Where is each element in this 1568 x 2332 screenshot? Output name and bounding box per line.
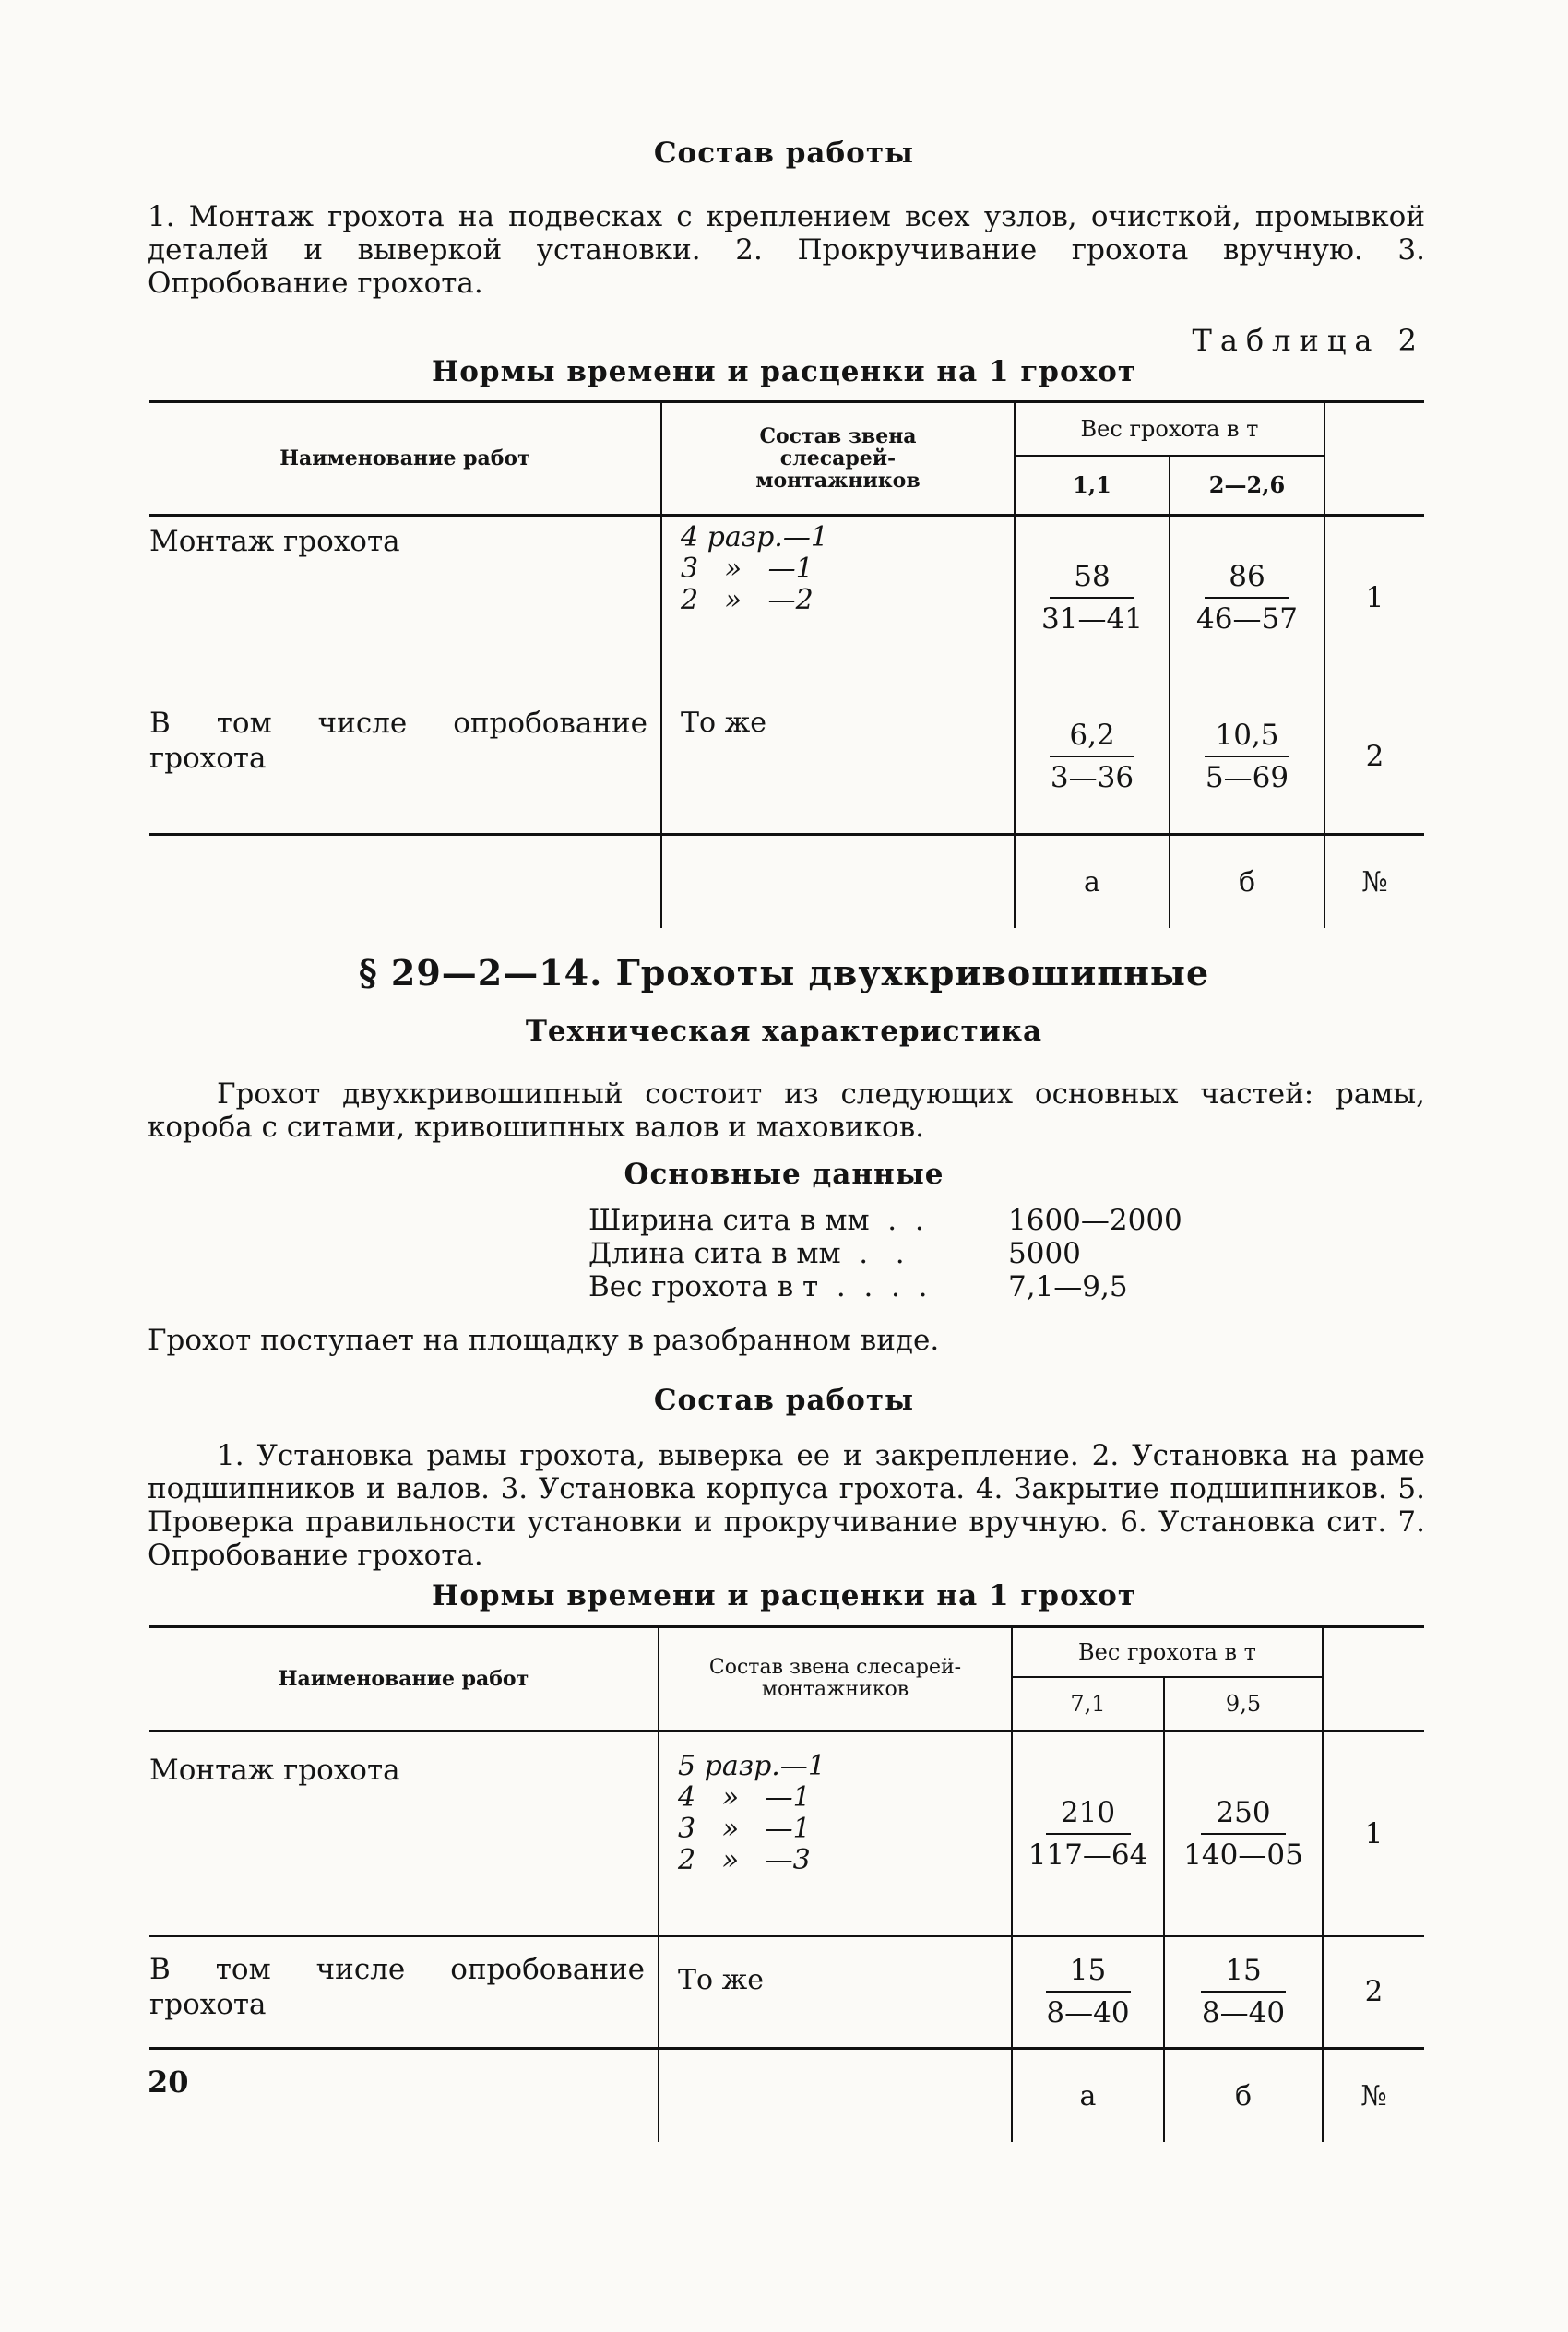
work-composition-text-1: 1. Монтаж грохота на подвесках с креплением всех узлов, очисткой, промывкой деталей и выверкой установки. 2. Прокручивание грохота вручную. 3. Опробование грохота. bbox=[148, 200, 1425, 300]
spec-row: Ширина сита в мм . . 1600—2000 bbox=[588, 1204, 1182, 1237]
weight-header-a: 7,1 bbox=[1012, 1677, 1164, 1731]
table-label: Таблица 2 bbox=[1192, 323, 1425, 358]
main-data-title: Основные данные bbox=[624, 1158, 944, 1191]
work-name: Монтаж грохота bbox=[149, 1754, 400, 1787]
weight-header-b: 2—2,6 bbox=[1170, 456, 1324, 516]
column-key-row bbox=[149, 2049, 1424, 2143]
norm-cell: 10,5 5—69 bbox=[1170, 680, 1324, 835]
section-title: § 29—2—14. Грохоты двухкривошипные bbox=[358, 952, 1210, 993]
table-row bbox=[149, 516, 1424, 680]
crew-composition: То же bbox=[659, 1936, 1012, 2049]
column-key: б bbox=[1164, 2049, 1323, 2143]
column-key: а bbox=[1015, 835, 1170, 929]
col-header-crew: Состав звена слесарей-монтажников bbox=[659, 1627, 1012, 1731]
table-title-1: Нормы времени и расценки на 1 грохот bbox=[431, 355, 1137, 388]
column-key: б bbox=[1170, 835, 1324, 929]
table-row bbox=[149, 1731, 1424, 1936]
specs-list bbox=[588, 1204, 1182, 1303]
weight-header-b: 9,5 bbox=[1164, 1677, 1323, 1731]
work-composition-title-2: Состав работы bbox=[653, 1384, 915, 1417]
column-key: а bbox=[1012, 2049, 1164, 2143]
col-header-crew: Состав звена слесарей-монтажников bbox=[661, 402, 1015, 516]
col-header-work: Наименование работ bbox=[149, 1627, 659, 1731]
column-key: № bbox=[1323, 2049, 1424, 2143]
page-number: 20 bbox=[148, 2064, 189, 2100]
crew-composition: 5 разр.—1 4 » —1 3 » —1 2 » —3 bbox=[659, 1731, 1012, 1936]
tech-characteristics-title: Техническая характеристика bbox=[525, 1015, 1043, 1048]
norms-table-1 bbox=[149, 400, 1424, 928]
delivery-text: Грохот поступает на площадку в разобранном виде. bbox=[148, 1324, 940, 1357]
work-composition-text-2: 1. Установка рамы грохота, выверка ее и закрепление. 2. Установка на раме подшипников и валов. 3. Установка корпуса грохота. 4. Закрытие подшипников. 5. Проверка правильности установки и прокручивание вручную. 6. Установка сит. 7. Опробование грохота. bbox=[148, 1439, 1425, 1572]
crew-composition: То же bbox=[661, 680, 1015, 835]
crew-composition: 4 разр.—1 3 » —1 2 » —2 bbox=[661, 516, 1015, 680]
row-number: 1 bbox=[1324, 516, 1424, 680]
weight-header-a: 1,1 bbox=[1015, 456, 1170, 516]
table-row bbox=[149, 1936, 1424, 2049]
col-header-weight: Вес грохота в т bbox=[1012, 1627, 1323, 1678]
col-header-number bbox=[1323, 1627, 1424, 1731]
spec-row: Вес грохота в т . . . . 7,1—9,5 bbox=[588, 1270, 1128, 1303]
row-number: 1 bbox=[1323, 1731, 1424, 1936]
tech-characteristics-text: Грохот двухкривошипный состоит из следующих основных частей: рамы, короба с ситами, кривошипных валов и маховиков. bbox=[148, 1077, 1425, 1144]
norm-cell: 250 140—05 bbox=[1164, 1731, 1323, 1936]
work-name: Монтаж грохота bbox=[149, 525, 400, 558]
col-header-work: Наименование работ bbox=[149, 402, 661, 516]
row-number: 2 bbox=[1324, 680, 1424, 835]
work-name: В том числе опробование грохота bbox=[149, 706, 647, 775]
table-row bbox=[149, 680, 1424, 835]
norm-cell: 58 31—41 bbox=[1015, 516, 1170, 680]
col-header-number bbox=[1324, 402, 1424, 516]
norm-cell: 15 8—40 bbox=[1164, 1936, 1323, 2049]
norms-table-2 bbox=[149, 1625, 1424, 2142]
work-composition-title-1: Состав работы bbox=[653, 137, 915, 170]
column-key-row bbox=[149, 835, 1424, 929]
norm-cell: 210 117—64 bbox=[1012, 1731, 1164, 1936]
norm-cell: 86 46—57 bbox=[1170, 516, 1324, 680]
work-name: В том числе опробование грохота bbox=[149, 1952, 645, 2021]
table-title-2: Нормы времени и расценки на 1 грохот bbox=[431, 1579, 1137, 1612]
col-header-weight: Вес грохота в т bbox=[1015, 402, 1324, 457]
row-number: 2 bbox=[1323, 1936, 1424, 2049]
column-key: № bbox=[1324, 835, 1424, 929]
norm-cell: 15 8—40 bbox=[1012, 1936, 1164, 2049]
norm-cell: 6,2 3—36 bbox=[1015, 680, 1170, 835]
spec-row: Длина сита в мм . . 5000 bbox=[588, 1237, 1081, 1270]
